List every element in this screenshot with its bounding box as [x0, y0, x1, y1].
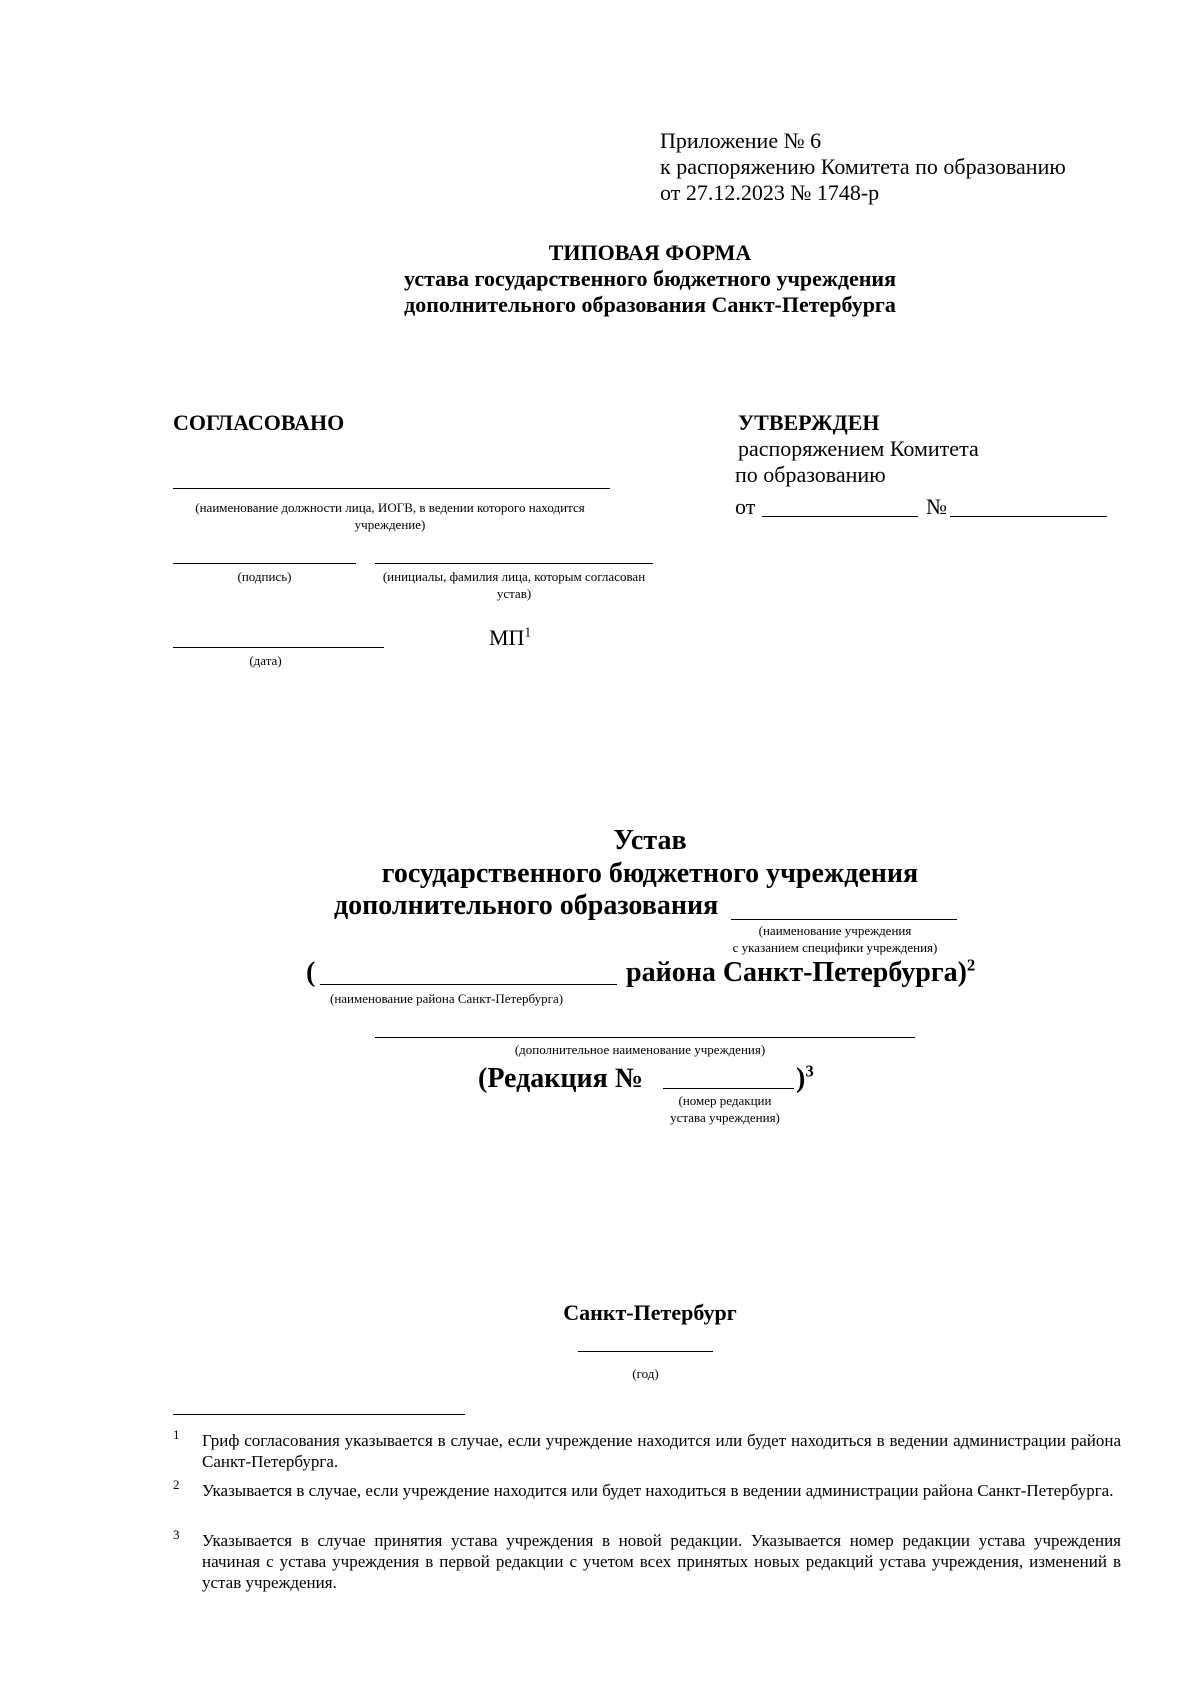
institution-name-caption	[700, 922, 970, 956]
position-caption: (наименование должности лица, ИОГВ, в ведении которого находится учреждение)	[195, 500, 585, 532]
title-line-3: дополнительного образования Санкт-Петербурга	[404, 292, 896, 317]
edition-caption-1: (номер редакции	[678, 1093, 772, 1108]
approved-heading: УТВЕРЖДЕН	[738, 410, 880, 435]
appendix-header	[660, 128, 1140, 206]
extra-name-caption: (дополнительное наименование учреждения)	[514, 1042, 766, 1057]
agreed-heading: СОГЛАСОВАНО	[173, 410, 345, 435]
signature-caption: (подпись)	[237, 569, 292, 584]
district-name-line	[320, 984, 617, 985]
approved-line-1: распоряжением Комитета	[738, 436, 979, 461]
appendix-order-date: от 27.12.2023 № 1748-р	[660, 180, 880, 205]
institution-name-caption-2: с указанием специфики учреждения)	[732, 940, 938, 955]
signature-line	[173, 563, 356, 564]
district-open-paren: (	[306, 957, 316, 988]
edition-caption-2: устава учреждения)	[670, 1110, 780, 1125]
approved-number-sign: №	[926, 494, 947, 519]
appendix-order-ref: к распоряжению Комитета по образованию	[660, 154, 1066, 179]
edition-close-paren: )	[796, 1063, 806, 1094]
date-caption: (дата)	[249, 653, 282, 668]
name-caption: (инициалы, фамилия лица, которым согласован устав)	[382, 569, 646, 601]
approved-line-2: по образованию	[735, 462, 886, 487]
district-label: района Санкт-Петербурга)	[626, 957, 967, 988]
footnote-ref-2: 2	[966, 955, 976, 975]
year-line	[578, 1351, 713, 1352]
extra-name-line	[375, 1037, 915, 1038]
footnote-mark-3: 3	[173, 1527, 180, 1542]
title-line-1: ТИПОВАЯ ФОРМА	[548, 240, 752, 265]
charter-line-2: государственного бюджетного учреждения	[381, 858, 919, 889]
footnote-text-2: Указывается в случае, если учреждение находится или будет находиться в ведении администрации района Санкт-Петербурга.	[202, 1481, 1114, 1500]
footnote-1	[173, 1427, 1121, 1472]
date-line	[173, 647, 384, 648]
footnote-text-3: Указывается в случае принятия устава учреждения в новой редакции. Указывается номер редакции устава учреждения начиная с устава учреждения в первой редакции с учетом всех принятых новых редакций устава учреждения, изменений в устав учреждения.	[202, 1531, 1121, 1592]
district-caption: (наименование района Санкт-Петербурга)	[330, 991, 564, 1006]
edition-label: (Редакция №	[478, 1063, 643, 1094]
year-caption: (год)	[632, 1366, 659, 1381]
footnote-mark-1: 1	[173, 1427, 180, 1442]
footnote-mark-2: 2	[173, 1477, 180, 1492]
title-line-2: устава государственного бюджетного учреждения	[404, 266, 896, 291]
institution-name-line	[731, 919, 957, 920]
stamp-label: МП	[489, 625, 525, 650]
charter-word: Устав	[613, 825, 687, 856]
footnote-ref-1: 1	[524, 624, 532, 640]
approved-block	[735, 410, 1155, 488]
charter-line-3: дополнительного образования	[334, 890, 719, 921]
footnote-3	[173, 1527, 1121, 1593]
stamp-mark	[489, 625, 531, 651]
approved-date-line	[762, 516, 918, 517]
footnote-2	[173, 1477, 1121, 1501]
city-name: Санкт-Петербург	[563, 1300, 737, 1325]
document-title	[250, 240, 1050, 318]
footnote-separator	[173, 1414, 465, 1415]
institution-name-caption-1: (наименование учреждения	[758, 923, 912, 938]
approved-number-line	[950, 516, 1107, 517]
footnote-ref-3: 3	[805, 1061, 814, 1081]
edition-close	[796, 1063, 814, 1095]
edition-number-line	[663, 1088, 794, 1089]
name-line	[375, 563, 653, 564]
footnote-text-1: Гриф согласования указывается в случае, если учреждение находится или будет находиться в ведении администрации района Санкт-Петербурга.	[202, 1431, 1121, 1471]
edition-caption	[640, 1092, 810, 1126]
approved-from: от	[735, 494, 756, 519]
position-line	[173, 488, 610, 489]
appendix-number: Приложение № 6	[660, 128, 822, 153]
district-text	[626, 957, 975, 989]
